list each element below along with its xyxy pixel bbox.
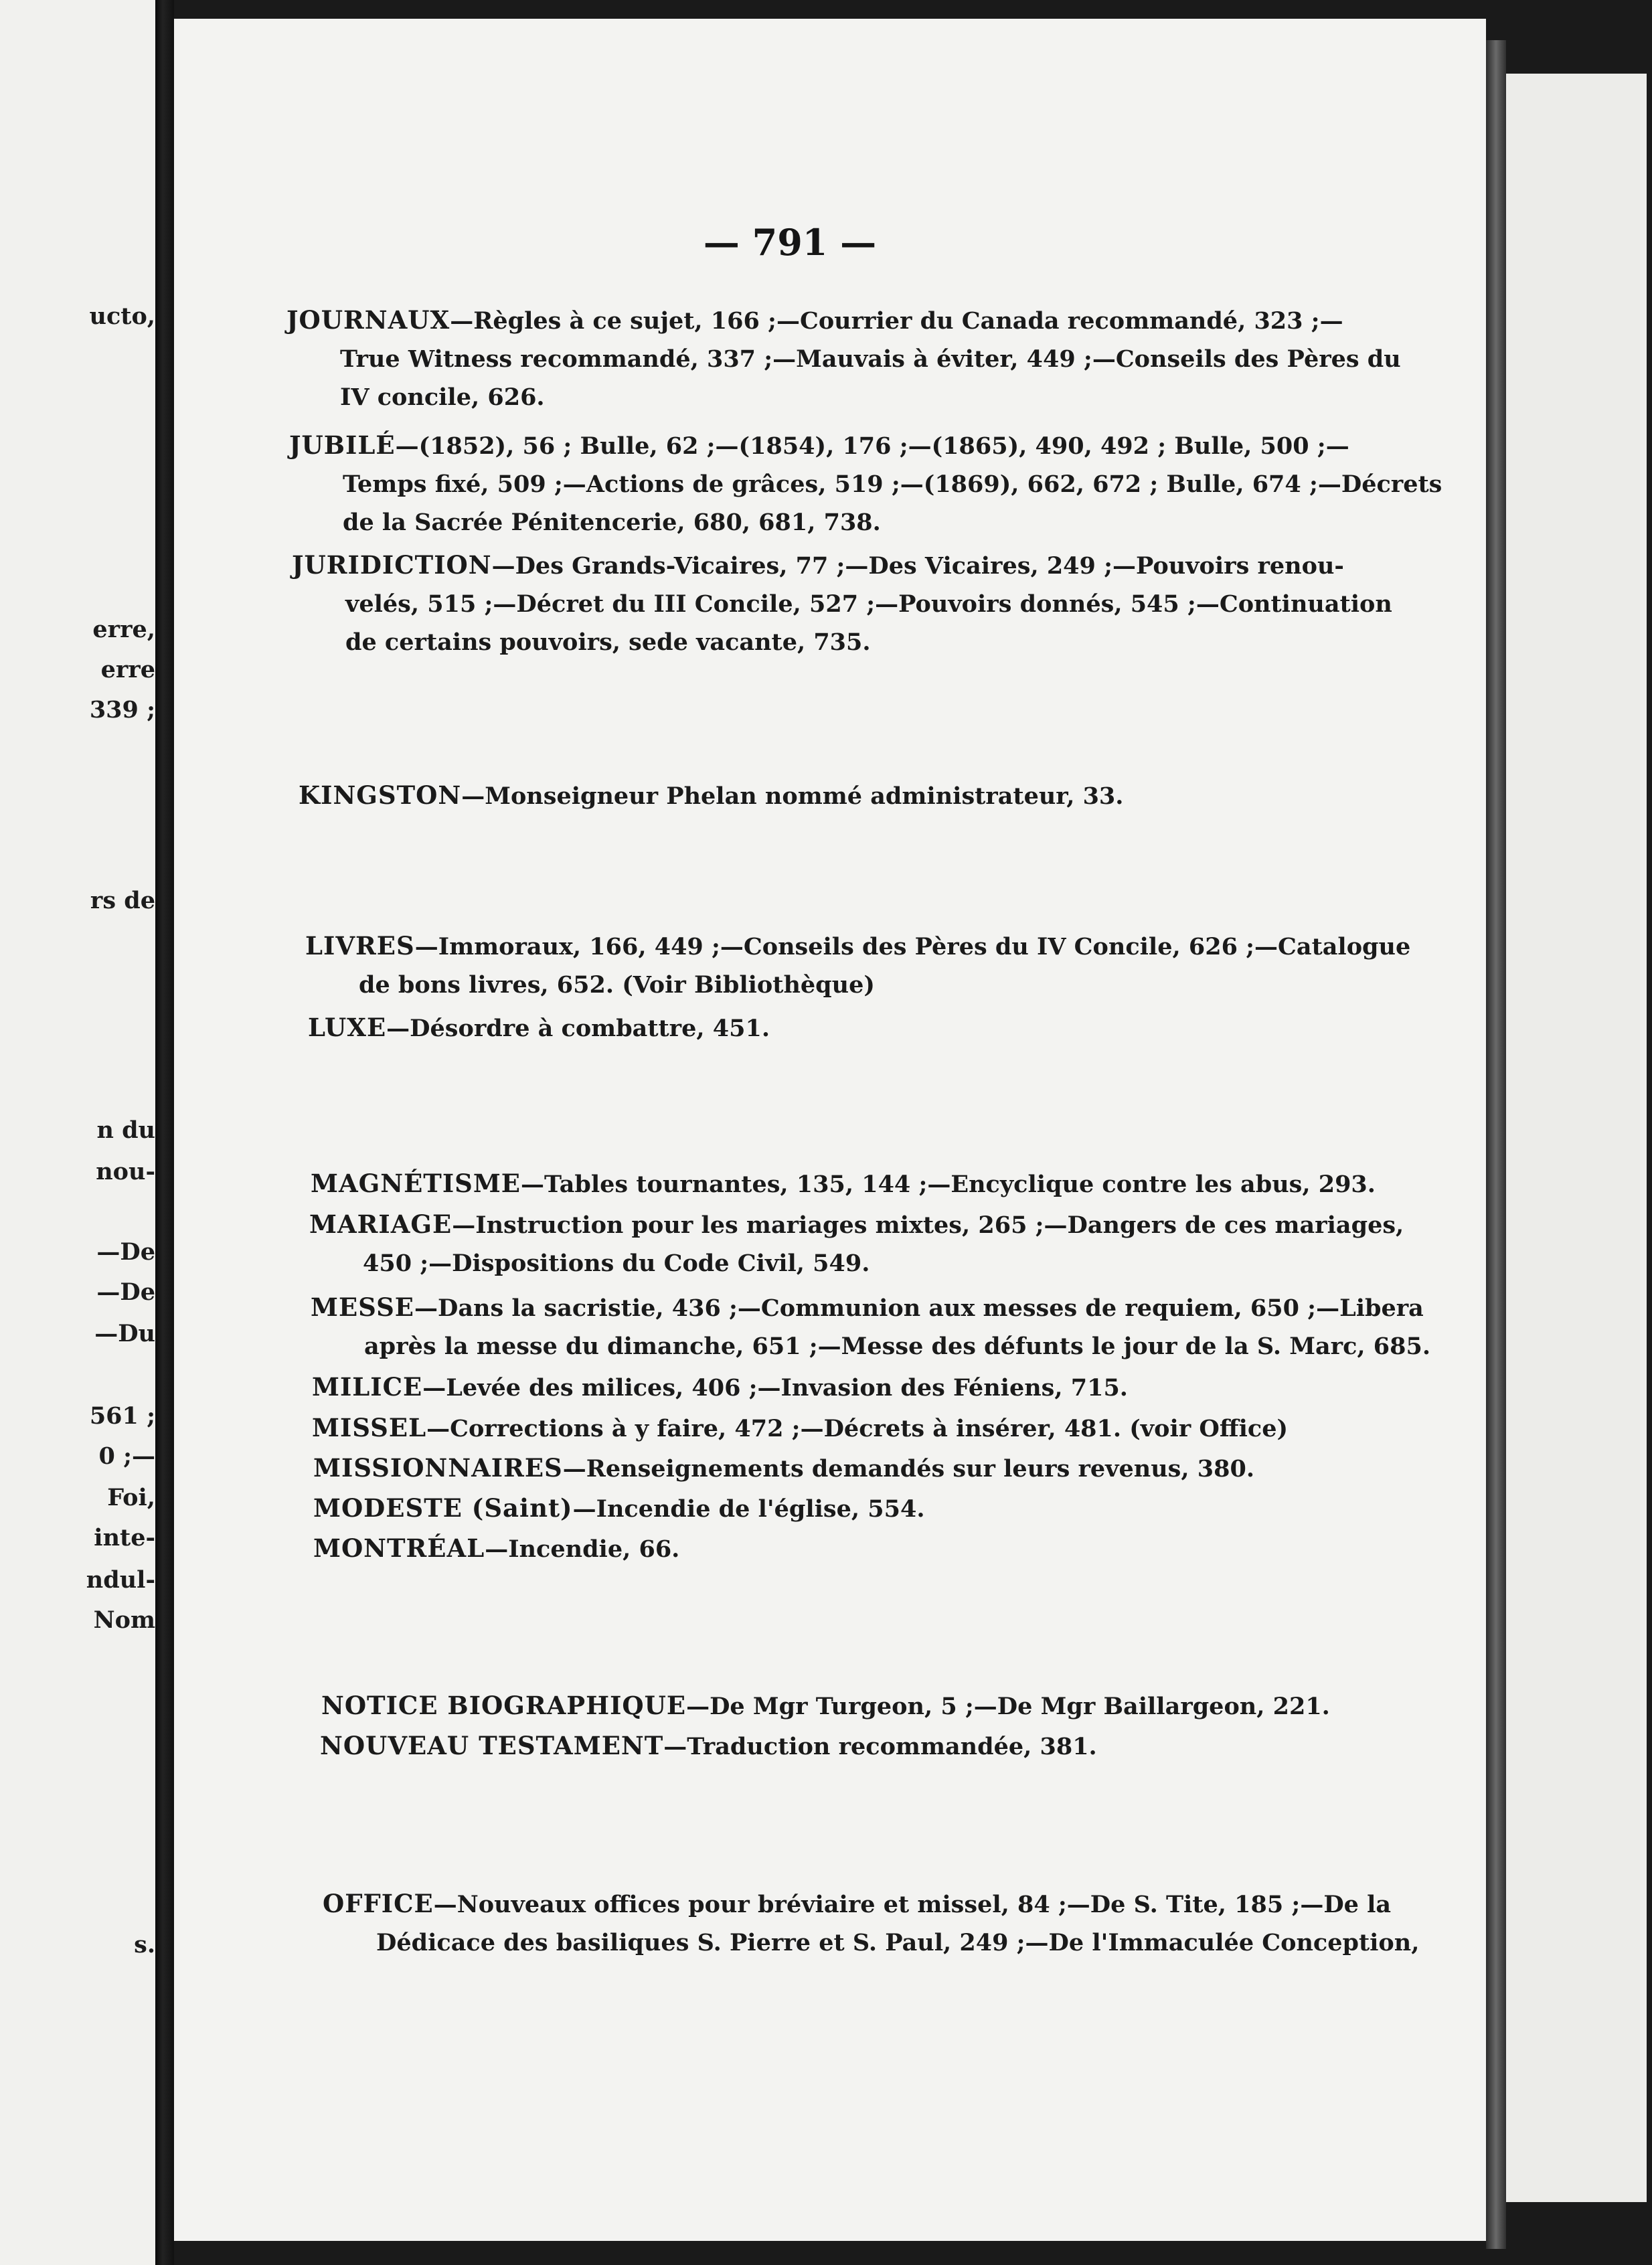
- entry-line: [320, 1727, 1097, 1766]
- index-entry-milice: [312, 1368, 1128, 1407]
- entry-line: [313, 1489, 925, 1528]
- left-page-text-fragment: s.: [134, 1931, 155, 1958]
- left-page-text-fragment: —De: [96, 1238, 155, 1266]
- entry-headword: JOURNAUX: [286, 305, 450, 335]
- left-page-text-fragment: —De: [96, 1278, 155, 1306]
- entry-text: —Corrections à y faire, 472 ;—Décrets à insérer, 481. (voir Office): [426, 1415, 1289, 1442]
- index-entry-notice-biographique: [321, 1687, 1330, 1726]
- entry-line: Dédicace des basiliques S. Pierre et S. Paul, 249 ;—De l'Immaculée Conception,: [376, 1929, 1420, 1956]
- entry-line: [308, 1009, 770, 1047]
- index-entry-luxe: [308, 1009, 770, 1047]
- entry-line: [313, 1529, 679, 1568]
- left-page-text-fragment: erre,: [92, 616, 155, 643]
- index-entry-livres: [305, 927, 1410, 1004]
- entry-headword: MAGNÉTISME: [311, 1169, 521, 1198]
- entry-headword: NOUVEAU TESTAMENT: [320, 1731, 664, 1760]
- entry-line: [286, 301, 1401, 340]
- entry-headword: MODESTE (Saint): [313, 1493, 573, 1523]
- index-entry-messe: [311, 1288, 1430, 1365]
- index-entry-nouveau-testament: [320, 1727, 1097, 1766]
- left-page-text-fragment: ucto,: [89, 303, 155, 330]
- entry-text: —Immoraux, 166, 449 ;—Conseils des Pères du IV Concile, 626 ;—Catalogue: [414, 933, 1411, 960]
- page-number: — 791 —: [703, 221, 877, 264]
- entry-headword: MISSEL: [312, 1413, 427, 1442]
- left-page-text-fragment: erre: [100, 656, 155, 683]
- entry-text: —Traduction recommandée, 381.: [663, 1733, 1097, 1760]
- left-page-edge: [0, 0, 155, 2265]
- entry-line: [289, 426, 1442, 465]
- entry-text: —Règles à ce sujet, 166 ;—Courrier du Canada recommandé, 323 ;—: [450, 307, 1343, 335]
- entry-text: —Levée des milices, 406 ;—Invasion des Féniens, 715.: [422, 1374, 1128, 1402]
- entry-text: —Nouveaux offices pour bréviaire et missel, 84 ;—De S. Tite, 185 ;—De la: [433, 1891, 1392, 1918]
- entry-line: IV concile, 626.: [340, 384, 545, 411]
- index-entry-montreal: [313, 1529, 679, 1568]
- entry-line: [312, 1368, 1128, 1407]
- entry-line: [305, 927, 1410, 966]
- entry-text: —Instruction pour les mariages mixtes, 265 ;—Dangers de ces mariages,: [452, 1211, 1404, 1239]
- left-page-text-fragment: n du: [96, 1116, 155, 1144]
- entry-line: de bons livres, 652. (Voir Bibliothèque): [359, 971, 875, 999]
- left-page-text-fragment: 339 ;: [89, 696, 155, 724]
- entry-line: [299, 776, 1123, 815]
- left-page-text-fragment: Nom: [93, 1606, 155, 1634]
- entry-text: —Des Grands-Vicaires, 77 ;—Des Vicaires, 249 ;—Pouvoirs renou-: [491, 552, 1344, 580]
- entry-headword: MONTRÉAL: [313, 1533, 485, 1563]
- index-entry-magnetisme: [311, 1165, 1376, 1203]
- entry-line: Temps fixé, 509 ;—Actions de grâces, 519 ;—(1869), 662, 672 ; Bulle, 674 ;—Décrets: [343, 471, 1442, 498]
- entry-text: —Incendie de l'église, 554.: [572, 1495, 925, 1523]
- entry-text: —Désordre à combattre, 451.: [386, 1015, 770, 1042]
- entry-headword: MISSIONNAIRES: [313, 1453, 563, 1483]
- entry-text: —Renseignements demandés sur leurs revenus, 380.: [562, 1455, 1255, 1483]
- entry-text: —Tables tournantes, 135, 144 ;—Encyclique contre les abus, 293.: [521, 1171, 1376, 1198]
- entry-text: —Dans la sacristie, 436 ;—Communion aux messes de requiem, 650 ;—Libera: [414, 1294, 1424, 1322]
- index-entry-modeste: [313, 1489, 925, 1528]
- index-entry-mariage: [309, 1205, 1404, 1282]
- index-entry-kingston: [299, 776, 1123, 815]
- entry-headword: JURIDICTION: [292, 550, 492, 580]
- entry-text: —Monseigneur Phelan nommé administrateur, 33.: [461, 782, 1124, 810]
- entry-line: [311, 1288, 1430, 1327]
- entry-headword: JUBILÉ: [289, 430, 396, 460]
- entry-headword: MESSE: [311, 1292, 414, 1322]
- index-entry-juridiction: [292, 546, 1392, 661]
- book-spine-shadow: [155, 0, 174, 2265]
- index-entry-office: [323, 1885, 1419, 1962]
- left-page-text-fragment: inte-: [94, 1524, 155, 1551]
- entry-headword: LIVRES: [305, 931, 415, 960]
- entry-text: —De Mgr Turgeon, 5 ;—De Mgr Baillargeon, 221.: [686, 1693, 1330, 1720]
- entry-line: de certains pouvoirs, sede vacante, 735.: [345, 628, 871, 656]
- entry-text: —(1852), 56 ; Bulle, 62 ;—(1854), 176 ;—(1865), 490, 492 ; Bulle, 500 ;—: [395, 432, 1349, 460]
- entry-line: de la Sacrée Pénitencerie, 680, 681, 738.: [343, 509, 881, 536]
- entry-headword: OFFICE: [323, 1889, 434, 1918]
- entry-line: [313, 1449, 1254, 1488]
- entry-line: [309, 1205, 1404, 1244]
- entry-line: [321, 1687, 1330, 1726]
- entry-headword: KINGSTON: [299, 780, 462, 810]
- entry-line: [312, 1409, 1288, 1448]
- entry-text: —Incendie, 66.: [485, 1535, 680, 1563]
- entry-line: [292, 546, 1392, 585]
- entry-line: après la messe du dimanche, 651 ;—Messe des défunts le jour de la S. Marc, 685.: [364, 1333, 1431, 1360]
- entry-headword: LUXE: [308, 1013, 387, 1042]
- entry-headword: NOTICE BIOGRAPHIQUE: [321, 1691, 687, 1720]
- entry-line: 450 ;—Dispositions du Code Civil, 549.: [363, 1250, 870, 1277]
- entry-line: velés, 515 ;—Décret du III Concile, 527 ;—Pouvoirs donnés, 545 ;—Continuation: [345, 590, 1392, 618]
- index-entry-journaux: [286, 301, 1401, 416]
- index-entry-missel: [312, 1409, 1288, 1448]
- left-page-text-fragment: —Du: [94, 1320, 155, 1347]
- entry-headword: MARIAGE: [309, 1209, 452, 1239]
- index-entry-missionnaires: [313, 1449, 1254, 1488]
- entry-line: [311, 1165, 1376, 1203]
- entry-line: True Witness recommandé, 337 ;—Mauvais à éviter, 449 ;—Conseils des Pères du: [340, 345, 1401, 373]
- index-entry-jubile: [289, 426, 1442, 541]
- left-page-text-fragment: 561 ;: [89, 1402, 155, 1430]
- right-page-edge: [1506, 74, 1647, 2202]
- entry-line: [323, 1885, 1419, 1924]
- left-page-text-fragment: rs de: [90, 887, 155, 914]
- right-page-edge-shadow: [1486, 40, 1506, 2249]
- left-page-text-fragment: 0 ;—: [98, 1442, 155, 1470]
- left-page-text-fragment: Foi,: [107, 1484, 155, 1511]
- entry-headword: MILICE: [312, 1372, 423, 1402]
- left-page-text-fragment: ndul-: [86, 1566, 155, 1594]
- left-page-text-fragment: nou-: [96, 1158, 155, 1185]
